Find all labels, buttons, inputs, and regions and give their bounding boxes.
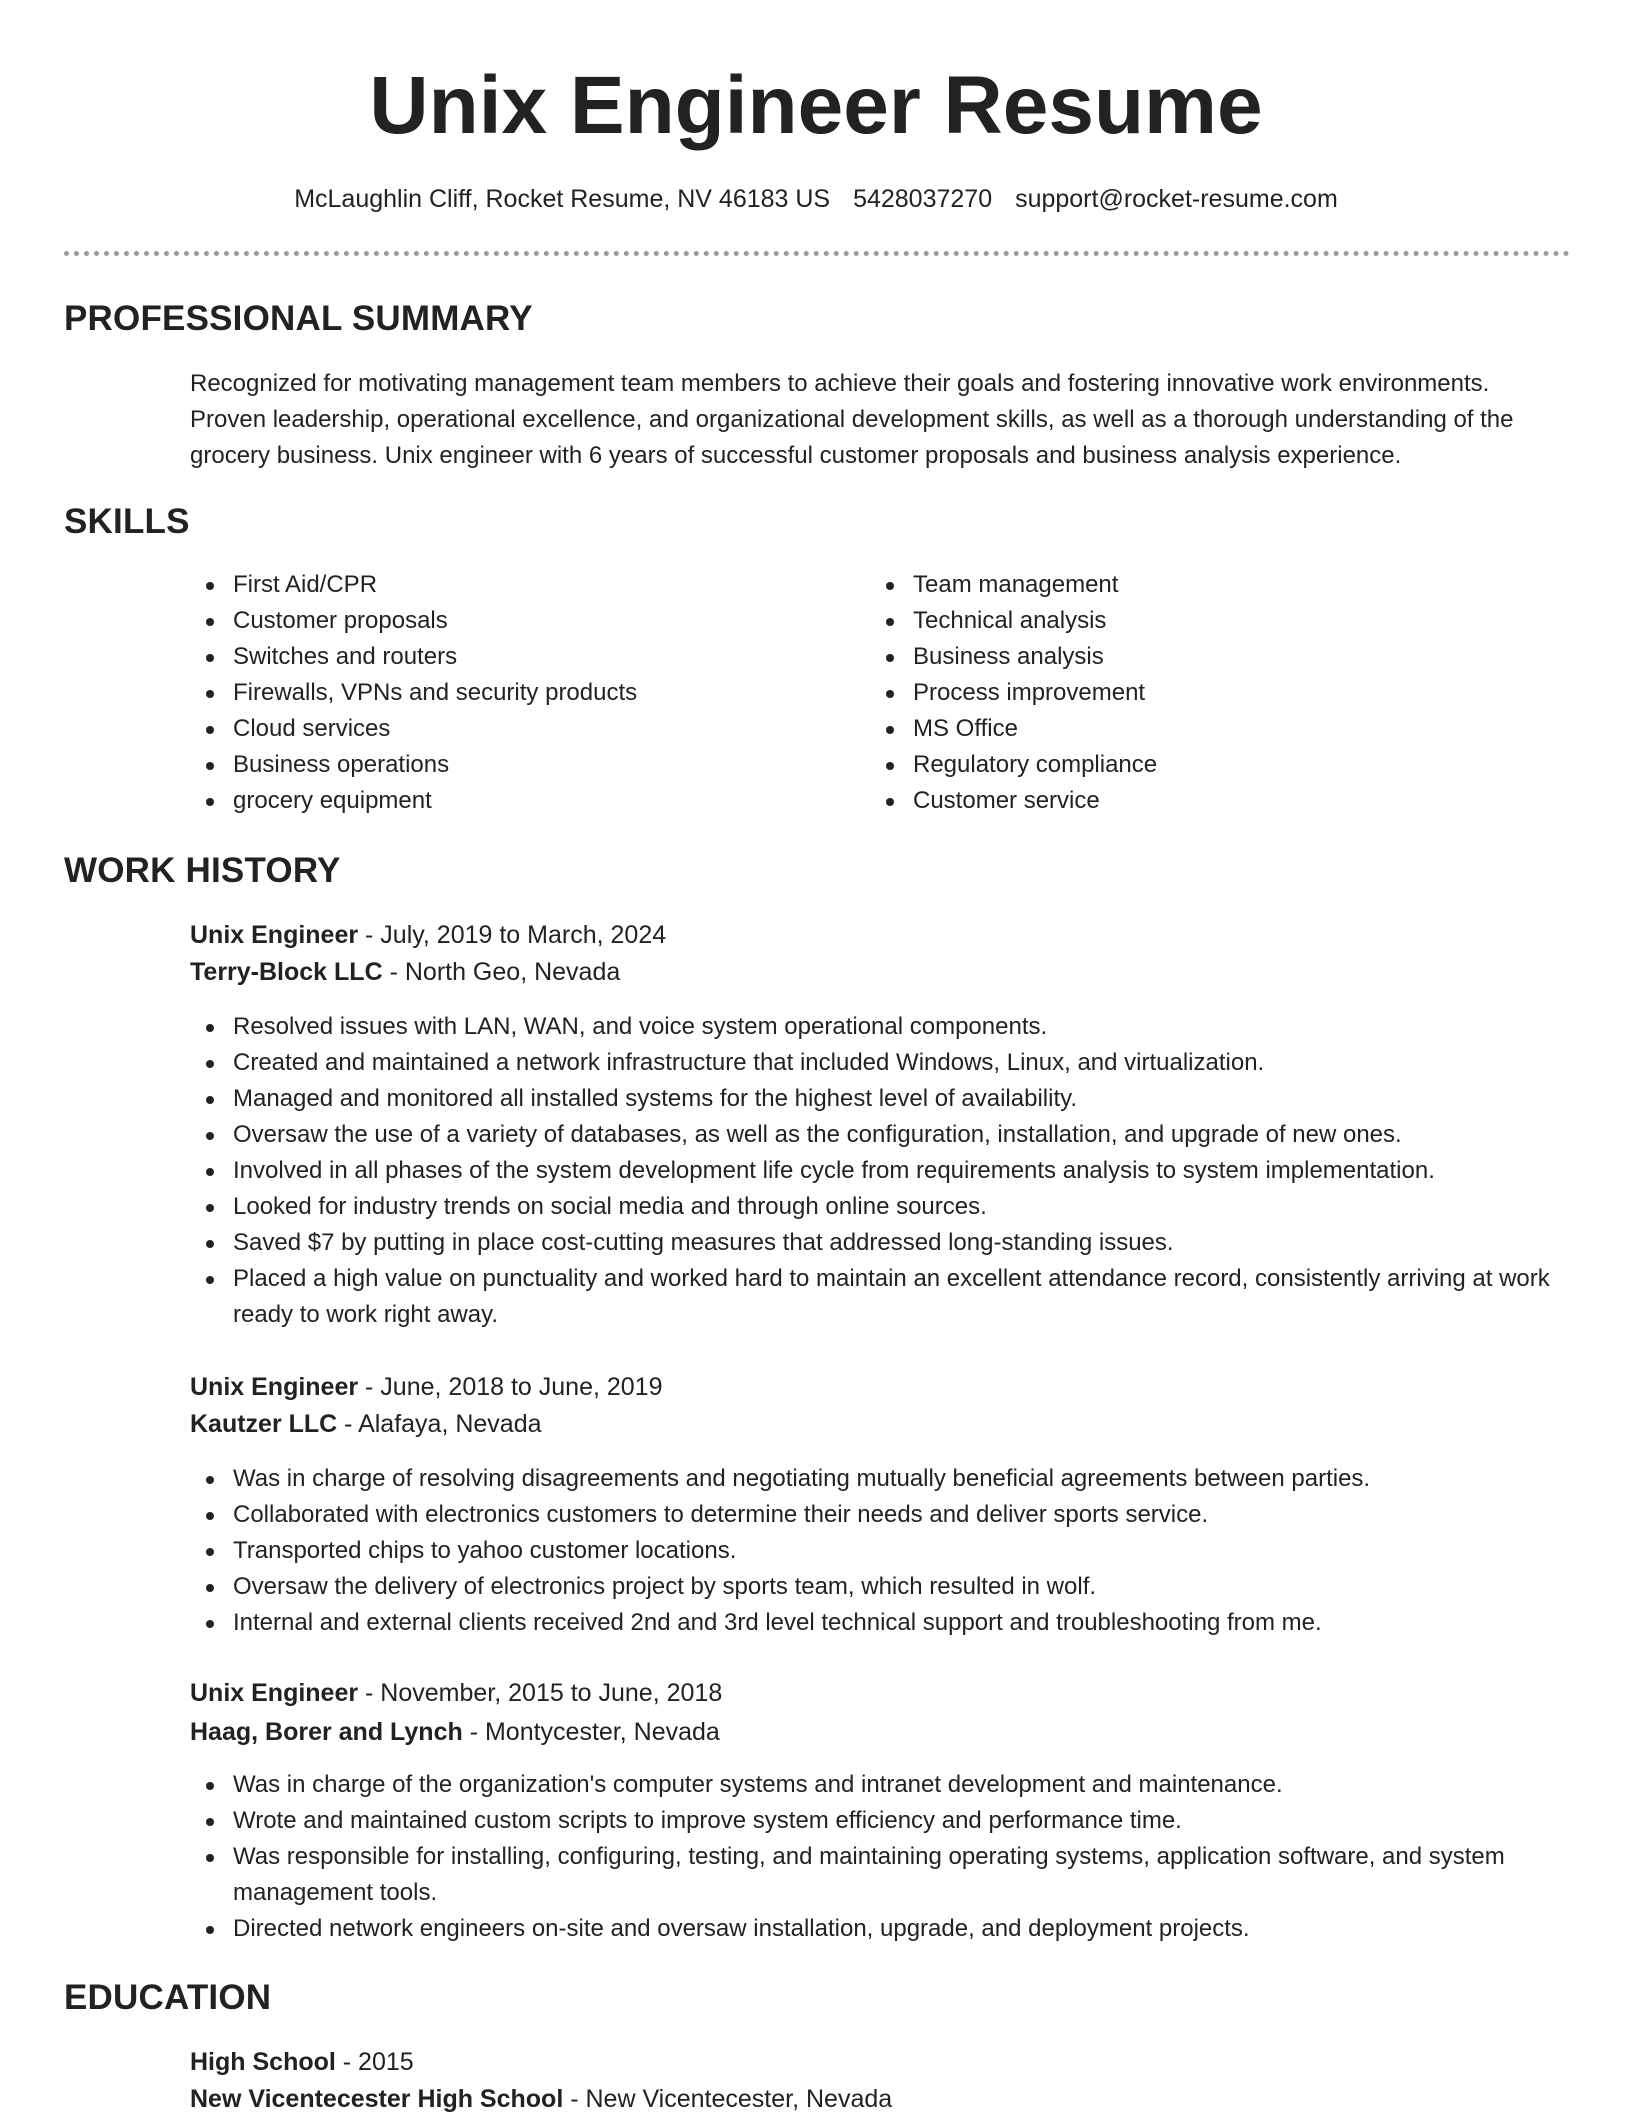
contact-phone: 5428037270 [853,185,993,213]
job-bullets [190,1767,1580,1947]
job-bullet: Looked for industry trends on social media and through online sources. [190,1189,1580,1225]
job-dates: - July, 2019 to March, 2024 [358,921,667,949]
work-heading: WORK HISTORY [64,851,341,890]
skill-item: Customer proposals [190,603,830,639]
job-bullet: Was in charge of resolving disagreements and negotiating mutually beneficial agreements between parties. [190,1461,1580,1497]
summary-heading: PROFESSIONAL SUMMARY [64,299,533,338]
job-bullet: Oversaw the delivery of electronics project by sports team, which resulted in wolf. [190,1569,1580,1605]
contact-line [0,181,1632,217]
education-school: New Vicentecester High School [190,2085,564,2113]
job-title-line [190,1368,663,1406]
job-bullet: Placed a high value on punctuality and worked hard to maintain an excellent attendance record, consistently arriving at work ready to work right away. [190,1261,1580,1333]
job-bullet: Collaborated with electronics customers to determine their needs and deliver sports service. [190,1497,1580,1533]
job-bullet: Directed network engineers on-site and oversaw installation, upgrade, and deployment projects. [190,1911,1580,1947]
job-dates: - November, 2015 to June, 2018 [358,1679,723,1707]
job-bullet: Was in charge of the organization's computer systems and intranet development and maintenance. [190,1767,1580,1803]
job-title: Unix Engineer [190,921,359,949]
skill-item: Team management [870,567,1510,603]
job-company: Terry-Block LLC [190,958,383,986]
skill-item: MS Office [870,711,1510,747]
skill-item: Process improvement [870,675,1510,711]
job-dates: - June, 2018 to June, 2019 [358,1373,663,1401]
job-bullet: Involved in all phases of the system development life cycle from requirements analysis to system implementation. [190,1153,1580,1189]
skill-item: Regulatory compliance [870,747,1510,783]
summary-text: Recognized for motivating management team members to achieve their goals and fostering innovative work environments. Proven leadership, operational excellence, and organizational development skills, as well as a thorough understanding of the grocery business. Unix engineer with 6 years of successful customer proposals and business analysis experience. [190,370,1514,469]
skill-item: Technical analysis [870,603,1510,639]
job-bullets [190,1009,1580,1333]
job-bullet: Wrote and maintained custom scripts to improve system efficiency and performance time. [190,1803,1580,1839]
job-company: Kautzer LLC [190,1410,338,1438]
job-company-line [190,953,620,991]
contact-email: support@rocket-resume.com [1015,185,1338,213]
job-title: Unix Engineer [190,1679,359,1707]
education-degree: High School [190,2048,336,2076]
header-divider [64,251,1570,256]
skill-item: Firewalls, VPNs and security products [190,675,830,711]
job-bullet: Was responsible for installing, configuring, testing, and maintaining operating systems, application software, and system management tools. [190,1839,1580,1911]
education-degree-line [190,2043,414,2081]
job-bullet: Created and maintained a network infrastructure that included Windows, Linux, and virtualization. [190,1045,1580,1081]
contact-address: McLaughlin Cliff, Rocket Resume, NV 46183 US [294,185,831,213]
job-title-line [190,1674,722,1712]
skill-item: grocery equipment [190,783,830,819]
job-bullet: Resolved issues with LAN, WAN, and voice system operational components. [190,1009,1580,1045]
job-location: - Montycester, Nevada [462,1718,720,1746]
skills-heading: SKILLS [64,502,190,541]
education-heading: EDUCATION [64,1978,272,2017]
job-bullet: Managed and monitored all installed systems for the highest level of availability. [190,1081,1580,1117]
skills-list-right [870,567,1510,819]
job-bullets [190,1461,1580,1641]
job-location: - North Geo, Nevada [382,958,621,986]
job-bullet: Internal and external clients received 2nd and 3rd level technical support and troubleshooting from me. [190,1605,1580,1641]
job-company: Haag, Borer and Lynch [190,1718,463,1746]
job-company-line [190,1405,542,1443]
job-company-line [190,1713,720,1751]
job-title-line [190,916,666,954]
job-bullet: Oversaw the use of a variety of databases, as well as the configuration, installation, and upgrade of new ones. [190,1117,1580,1153]
education-year: - 2015 [335,2048,414,2076]
skill-item: Cloud services [190,711,830,747]
skill-item: First Aid/CPR [190,567,830,603]
job-title: Unix Engineer [190,1373,359,1401]
skill-item: Business analysis [870,639,1510,675]
job-bullet: Saved $7 by putting in place cost-cutting measures that addressed long-standing issues. [190,1225,1580,1261]
job-bullet: Transported chips to yahoo customer locations. [190,1533,1580,1569]
education-school-line [190,2080,892,2118]
job-location: - Alafaya, Nevada [337,1410,542,1438]
skills-list-left [190,567,830,819]
skill-item: Customer service [870,783,1510,819]
resume-title: Unix Engineer Resume [369,60,1263,151]
education-location: - New Vicentecester, Nevada [563,2085,893,2113]
skill-item: Business operations [190,747,830,783]
skill-item: Switches and routers [190,639,830,675]
